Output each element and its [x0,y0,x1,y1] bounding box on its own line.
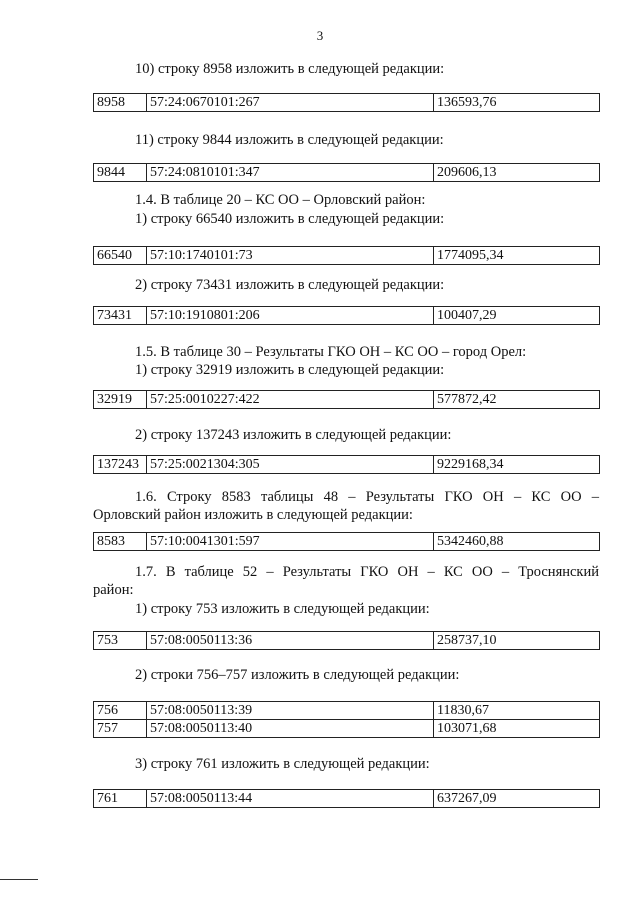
cadastral-value-cell: 11830,67 [434,702,600,720]
section-1-6-line-1: 1.6. Строку 8583 таблицы 48 – Результаты ГКО ОН – КС ОО – [135,489,599,505]
cadastral-number-cell: 57:10:1740101:73 [147,247,434,265]
cadastral-number-cell: 57:08:0050113:39 [147,702,434,720]
section-1-7-item-2-heading: 2) строки 756–757 изложить в следующей редакции: [135,667,460,683]
row-number-cell: 73431 [94,307,147,325]
table-row-761 [93,789,600,808]
row-number-cell: 753 [94,632,147,650]
table-row [94,720,600,738]
table-row-32919 [93,390,600,409]
table-row-9844 [93,163,600,182]
section-1-5-item-1-heading: 1) строку 32919 изложить в следующей редакции: [135,362,445,378]
section-1-7-item-3-heading: 3) строку 761 изложить в следующей редакции: [135,756,430,772]
table-row-8958 [93,93,600,112]
cadastral-value-cell: 136593,76 [434,94,600,112]
cadastral-value-cell: 1774095,34 [434,247,600,265]
cadastral-number-cell: 57:25:0010227:422 [147,391,434,409]
section-1-7-line-2: район: [93,582,134,598]
row-number-cell: 8583 [94,533,147,551]
cadastral-value-cell: 637267,09 [434,790,600,808]
cadastral-number-cell: 57:08:0050113:36 [147,632,434,650]
row-number-cell: 137243 [94,456,147,474]
row-number-cell: 66540 [94,247,147,265]
table-row-753 [93,631,600,650]
section-1-4-item-2-heading: 2) строку 73431 изложить в следующей редакции: [135,277,445,293]
cadastral-value-cell: 9229168,34 [434,456,600,474]
cadastral-number-cell: 57:24:0810101:347 [147,164,434,182]
item-10-heading: 10) строку 8958 изложить в следующей редакции: [135,61,445,77]
section-1-6-line-2: Орловский район изложить в следующей редакции: [93,507,413,523]
cadastral-value-cell: 100407,29 [434,307,600,325]
cadastral-number-cell: 57:24:0670101:267 [147,94,434,112]
page-number: 3 [316,28,324,43]
cadastral-number-cell: 57:08:0050113:40 [147,720,434,738]
cadastral-number-cell: 57:08:0050113:44 [147,790,434,808]
row-number-cell: 757 [94,720,147,738]
section-1-5-heading: 1.5. В таблице 30 – Результаты ГКО ОН – КС ОО – город Орел: [135,344,527,360]
table-row-137243 [93,455,600,474]
table-row [94,702,600,720]
section-1-7-item-1-heading: 1) строку 753 изложить в следующей редакции: [135,601,430,617]
row-number-cell: 9844 [94,164,147,182]
table-row-8583 [93,532,600,551]
cadastral-number-cell: 57:10:0041301:597 [147,533,434,551]
row-number-cell: 761 [94,790,147,808]
table-row-66540 [93,246,600,265]
cadastral-value-cell: 103071,68 [434,720,600,738]
cadastral-value-cell: 577872,42 [434,391,600,409]
table-row-73431 [93,306,600,325]
footnote-rule [0,879,38,880]
row-number-cell: 756 [94,702,147,720]
section-1-4-item-1-heading: 1) строку 66540 изложить в следующей редакции: [135,211,445,227]
section-1-7-line-1: 1.7. В таблице 52 – Результаты ГКО ОН – КС ОО – Троснянский [135,564,599,580]
cadastral-value-cell: 209606,13 [434,164,600,182]
item-11-heading: 11) строку 9844 изложить в следующей редакции: [135,132,444,148]
section-1-5-item-2-heading: 2) строку 137243 изложить в следующей редакции: [135,427,452,443]
row-number-cell: 32919 [94,391,147,409]
cadastral-number-cell: 57:25:0021304:305 [147,456,434,474]
row-number-cell: 8958 [94,94,147,112]
cadastral-value-cell: 258737,10 [434,632,600,650]
cadastral-number-cell: 57:10:1910801:206 [147,307,434,325]
table-rows-756-757 [93,701,600,738]
cadastral-value-cell: 5342460,88 [434,533,600,551]
section-1-4-heading: 1.4. В таблице 20 – КС ОО – Орловский район: [135,192,426,208]
